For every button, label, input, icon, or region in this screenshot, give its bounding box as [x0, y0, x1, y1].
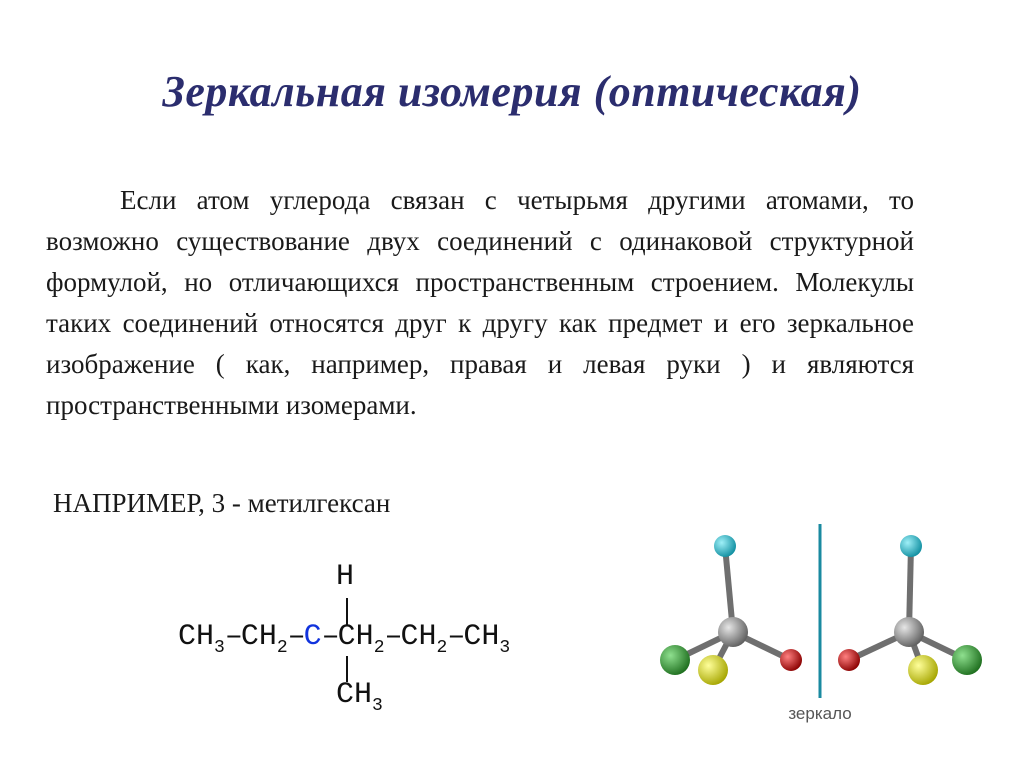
mirror-isomers-figure — [655, 520, 985, 730]
chain-bond: – — [384, 620, 403, 654]
chain-bond: – — [224, 620, 243, 654]
atom-center — [718, 617, 748, 647]
chain-group-2: $CH_2$ — [240, 620, 288, 658]
atom-green — [952, 645, 982, 675]
atom-top — [714, 535, 736, 557]
chain-group-1: $CH_3$ — [178, 620, 225, 658]
example-label: НАПРИМЕР, 3 - метилгексан — [53, 488, 391, 518]
molecule-right — [838, 535, 982, 685]
atom-center — [894, 617, 924, 647]
atom-yellow — [698, 655, 728, 685]
atom-top — [900, 535, 922, 557]
chain-asymmetric-carbon: C — [303, 620, 322, 654]
chain-group-4: $CH_2$ — [337, 620, 385, 658]
atom-red — [780, 649, 802, 671]
chain-bond: – — [321, 620, 340, 654]
formula-top-h: H — [336, 560, 355, 594]
atom-green — [660, 645, 690, 675]
molecule-models — [655, 520, 985, 730]
atom-yellow — [908, 655, 938, 685]
formula-chain — [178, 620, 511, 658]
chain-bond: – — [287, 620, 306, 654]
chain-group-5: $CH_2$ — [400, 620, 448, 658]
molecule-left — [660, 535, 802, 685]
chain-group-6: $CH_3$ — [463, 620, 511, 658]
mirror-label: зеркало — [788, 704, 852, 723]
body-paragraph: Если атом углерода связан с четырьмя другими атомами, то возможно существование двух соединений с одинаковой структурной формулой, но отличающихся пространственным строением. Молекулы таких соединений относятся друг к другу как предмет и его зеркальное изображение ( как, например, правая и левая руки ) и являются пространственными изомерами. — [46, 185, 914, 420]
atom-red — [838, 649, 860, 671]
structural-formula — [178, 560, 598, 730]
formula-branch-ch3: $CH_3$ — [336, 678, 383, 716]
chain-bond: – — [447, 620, 466, 654]
slide-title: Зеркальная изомерия (оптическая) — [162, 67, 862, 116]
